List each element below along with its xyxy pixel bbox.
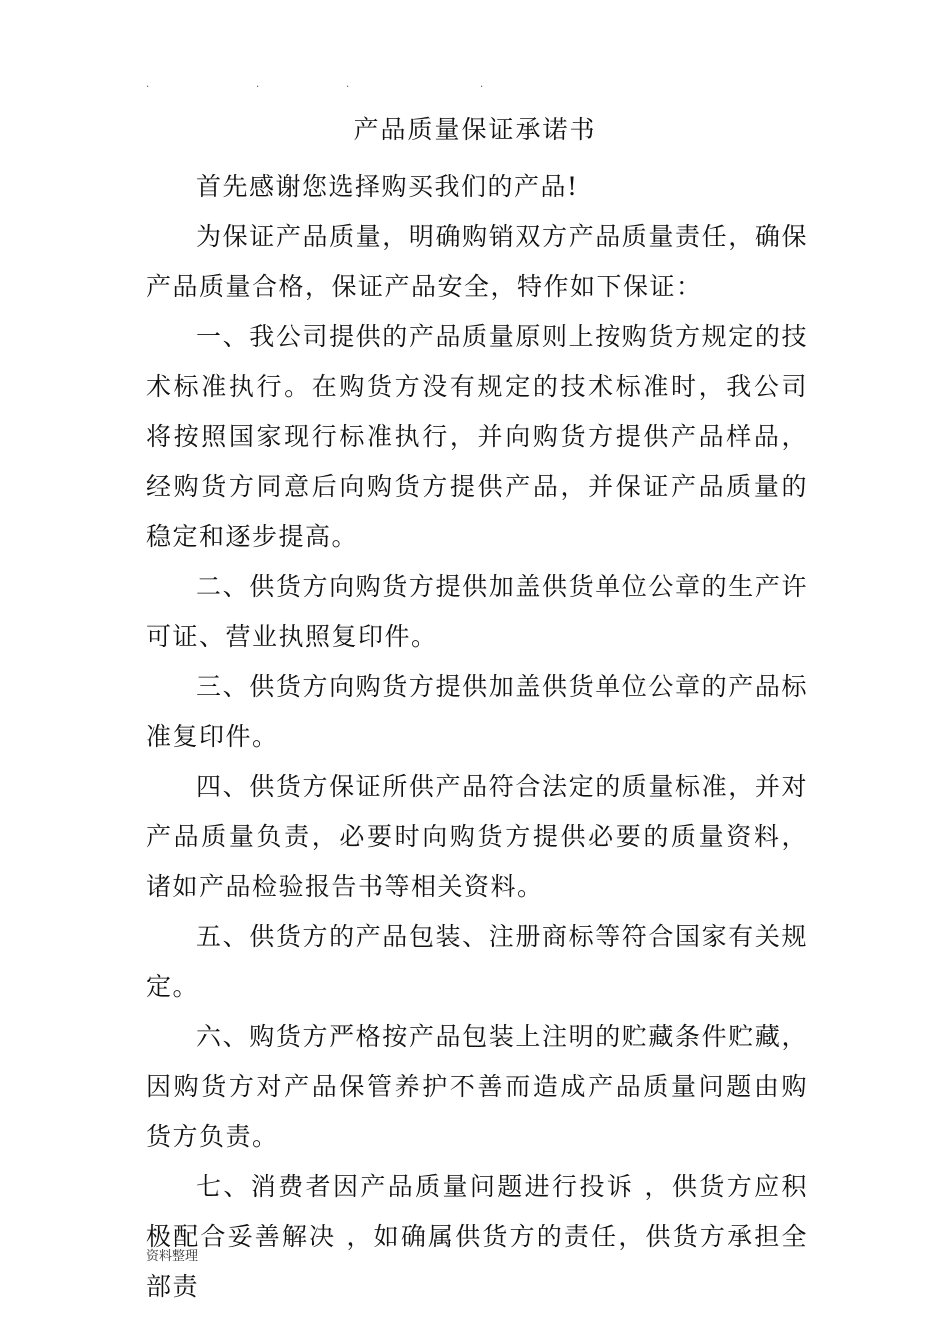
document-title: 产品质量保证承诺书	[353, 115, 597, 144]
paragraph-thanks: 首先感谢您选择购买我们的产品!	[196, 172, 579, 201]
paragraph-item-3: 三、供货方向购货方提供加盖供货单位公章的产品标准复印件。	[146, 672, 808, 751]
paragraph-item-7: 七、消费者因产品质量问题进行投诉 ，供货方应积极配合妥善解决 ，如确属供货方的责任，供货方承担全部责	[146, 1172, 808, 1301]
header-mark: .	[480, 79, 484, 90]
paragraph-item-6: 六、购货方严格按产品包装上注明的贮藏条件贮藏，因购货方对产品保管养护不善而造成产品质量问题由购货方负责。	[146, 1022, 808, 1151]
paragraph-item-4: 四、供货方保证所供产品符合法定的质量标准，并对产品质量负责，必要时向购货方提供必要的质量资料，诸如产品检验报告书等相关资料。	[146, 772, 808, 901]
paragraph-intro: 为保证产品质量，明确购销双方产品质量责任，确保产品质量合格，保证产品安全，特作如下保证：	[146, 222, 808, 301]
footer-label: 资料整理	[146, 1249, 199, 1264]
paragraph-item-5: 五、供货方的产品包装、注册商标等符合国家有关规定。	[146, 922, 808, 1001]
paragraph-item-2: 二、供货方向购货方提供加盖供货单位公章的生产许可证、营业执照复印件。	[146, 572, 808, 651]
header-mark: .	[346, 79, 350, 90]
header-mark: .	[146, 79, 150, 90]
header-marks	[146, 80, 486, 88]
document-body	[146, 162, 808, 1312]
header-mark: .	[256, 79, 260, 90]
paragraph-item-1: 一、我公司提供的产品质量原则上按购货方规定的技术标准执行。在购货方没有规定的技术标准时，我公司将按照国家现行标准执行，并向购货方提供产品样品，经购货方同意后向购货方提供产品，并保证产品质量的稳定和逐步提高。	[146, 322, 808, 551]
